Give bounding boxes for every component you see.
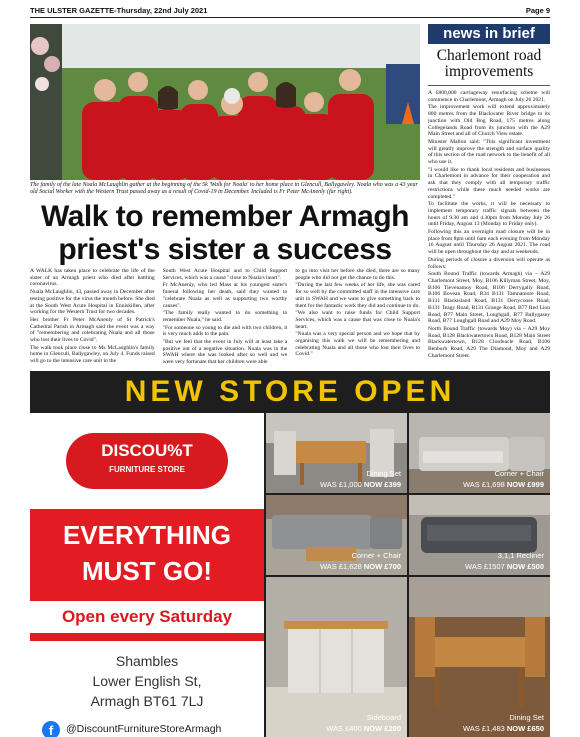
store-logo — [66, 433, 228, 489]
article-paragraph: "The family really wanted to do something to remember Nuala," he said. — [162, 310, 288, 323]
headline-line-1: Walk to remember Armagh — [40, 200, 410, 233]
price-now: NOW £200 — [363, 724, 401, 733]
news-in-brief-body — [428, 90, 550, 372]
store-advert — [30, 371, 550, 737]
product-name: Dining Set — [509, 713, 544, 722]
article-paragraph: Fr McAnenly, who led Mass at his youngest sister's funeral following her death, said they wanted to "celebrate Nuala as well as supporting two worthy causes". — [162, 282, 288, 309]
paper-dateline: THE ULSTER GAZETTE-Thursday, 22nd July 2021 — [30, 6, 208, 15]
product-price — [320, 562, 401, 571]
facebook-icon: f — [42, 721, 60, 737]
price-now: NOW £500 — [506, 562, 544, 571]
family-photo-illustration — [30, 24, 420, 180]
article-paragraph: The walk took place close to Ms McLaughlin's family home in Glencull, Ballygawley, on July 4. Funds raised will go to the intensive care unit in the — [30, 344, 155, 365]
brief-paragraph: The improvement work will extend approximately 800 metres from the Blackwater River bridge to its junction with Old Bog Road, 175 metres along Collegelands Road from its junction with the A29 Main Street and all of Church View estate. — [428, 104, 550, 138]
article-paragraph: Nuala McLaughlin, 43, passed away in December after testing positive for the virus the month before. She died at the South West Acute Hospital in Enniskillen, after working for the Western Trust for two decades. — [30, 289, 155, 316]
product-name: Corner + Chair — [351, 551, 401, 560]
brief-paragraph: Following this an overnight road closure will be in place from 8pm until 6am each evening from Monday 16 August until Thursday 26 August 2021. The road will be open throughout the day and at weekends. — [428, 229, 550, 256]
article-headline — [30, 200, 420, 266]
article-paragraph: "We also want to raise funds for Child Support Services, which was a cause that was close to Nuala's heart. — [295, 310, 421, 330]
page-number: Page 9 — [525, 6, 550, 15]
brief-paragraph: South Bound Traffic (towards Armagh) via – A29 Charlemont Street, Moy, B106 Killyman Street, Moy, B106 Tievenamoy Road, B106 Derrygally Road, B106 Bovean Road, B34 B131 Tamnamore Road, B131 Blackisland Road, B131 Derrycoose Road, B131 Teagy Road, B131 Grange Road, B77 Red Lion Road, B77 Main Street, Loughgall, B77 Ballygasey Road, B77 Loughgall Road and A29 Moy Road. — [428, 271, 550, 325]
price-now: NOW £650 — [506, 724, 544, 733]
store-logo-name: DISCOU%T — [101, 441, 193, 460]
article-paragraph: to go into visit her before she died, there are so many people who did not get the chance to do this. — [295, 268, 421, 281]
article-paragraph: "But we feel that the event in July will at least take a positive out of a negative situation. Nuala was in the SWAH where she was looked after so well and we were very fortunate that her children were able — [162, 339, 288, 366]
product-tile — [266, 413, 407, 493]
product-price — [320, 480, 401, 489]
product-grid — [266, 413, 550, 737]
advert-title: NEW STORE OPEN — [124, 375, 456, 408]
product-tile — [266, 577, 407, 737]
price-now: NOW £999 — [506, 480, 544, 489]
article-paragraph: "During the last few weeks of her life, she was cared for so well by the committed staff in the intensive care unit in SWAH and we want to give something back to them for the fantastic work they did and continue to do. — [295, 282, 421, 309]
product-name: Corner + Chair — [494, 469, 544, 478]
brief-paragraph: Minister Mallon said: "This significant investment will greatly improve the strength and surface quality of this section of the road network to the benefit of all who use it. — [428, 138, 550, 166]
news-in-brief — [428, 24, 550, 368]
brief-paragraph: North Bound Traffic (towards Moy) via – A29 Moy Road, B128 Blackwatertown Road, B128 Main Street Blackwatertown, B128 Clonfeacle Road, B106 Benburb Road, A29 The Diamond, Moy and A29 Charlemont Street. — [428, 325, 550, 359]
product-price — [326, 724, 401, 733]
article-paragraph: A WALK has taken place to celebrate the life of the sister of an Armagh priest who died after battling coronavirus. — [30, 268, 155, 288]
address-line: Shambles — [115, 653, 179, 669]
product-price — [463, 724, 544, 733]
price-was: WAS £1,483 — [462, 724, 505, 733]
family-photo — [30, 24, 420, 180]
address-line: Armagh BT61 7LJ — [90, 693, 204, 709]
article-paragraph: "Nuala was a very special person and we hope that by organising this walk we will be remembering and celebrating Nuala and all those who lost their lives to Covid." — [295, 331, 421, 358]
article-column-2 — [163, 268, 288, 368]
article-column-1 — [30, 268, 155, 368]
product-tile — [409, 413, 550, 493]
product-tile — [409, 577, 550, 737]
article-paragraph: Her brother Fr Peter McAnenly of St Patrick's Cathedral Parish in Armagh said the event was a way of "remembering and celebrating Nuala and all those who lost their lives to Covid". — [30, 316, 155, 344]
news-in-brief-headline: Charlemont road improvements — [428, 48, 550, 86]
brief-paragraph: A £800,000 carriageway resurfacing scheme will commence in Charlemont, Armagh on July 26 2021. — [428, 90, 550, 103]
store-logo-subtitle: FURNITURE STORE — [109, 465, 185, 474]
article-column-3 — [295, 268, 420, 368]
address-line: Lower English St, — [92, 673, 202, 689]
article-body — [30, 268, 420, 368]
product-price — [465, 562, 544, 571]
price-was: WAS £1,000 — [319, 480, 362, 489]
masthead — [30, 4, 550, 18]
product-price — [463, 480, 544, 489]
opening-text: Open every Saturday — [30, 601, 264, 633]
product-tile — [409, 495, 550, 575]
facebook-handle: @DiscountFurnitureStoreArmagh — [66, 723, 222, 735]
product-name: Sideboard — [366, 713, 401, 722]
facebook-link[interactable] — [42, 721, 262, 737]
product-name: Dining Set — [366, 469, 401, 478]
price-was: WAS £1,628 — [319, 562, 362, 571]
price-now: NOW £700 — [363, 562, 401, 571]
price-was: WAS £400 — [326, 724, 362, 733]
photo-caption: The family of the late Noala McLaughlin gather at the beginning of the 5k 'Walk for Noala' to her home place in Glencull, Ballygawley. Noala who was a 43 year old Social Worker with the Western Trust passed away as a result of Covid-19 in December. Included is Fr Peter McAnenly (far right). — [30, 182, 418, 196]
sale-headline-line-2: MUST GO! — [82, 556, 212, 586]
price-now: NOW £399 — [363, 480, 401, 489]
brief-paragraph: During periods of closure a diversion will operate as follows: — [428, 256, 550, 270]
product-name: 3,1,1 Recliner — [497, 551, 544, 560]
opening-bar — [30, 633, 264, 641]
news-in-brief-banner: news in brief — [428, 24, 550, 44]
price-was: WAS £1,698 — [462, 480, 505, 489]
sale-headline — [30, 509, 264, 601]
article-paragraph: South West Acute Hospital and to Child Support Services, which was a cause "close to Nuala's heart". — [162, 268, 288, 281]
advert-info-panel — [30, 413, 264, 737]
store-address — [30, 651, 264, 711]
brief-paragraph: To facilitate the works, it will be necessary to implement temporary traffic signals between the hours of 9.30 am and 4.30pm from Monday July 26 until Friday, August 13 (Monday to Friday only). — [428, 201, 550, 228]
price-was: WAS £1507 — [465, 562, 505, 571]
brief-paragraph: "I would like to thank local residents and businesses in Charlemont in advance for their cooperation and ask that they comply with all temporary traffic restrictions while these much needed works are completed." — [428, 166, 550, 200]
product-tile — [266, 495, 407, 575]
sale-headline-line-1: EVERYTHING — [62, 520, 232, 550]
article-paragraph: "For someone so young to die and with two children, it is very much adds to the pain. — [162, 324, 288, 338]
headline-line-2: priest's sister a success — [58, 233, 392, 266]
